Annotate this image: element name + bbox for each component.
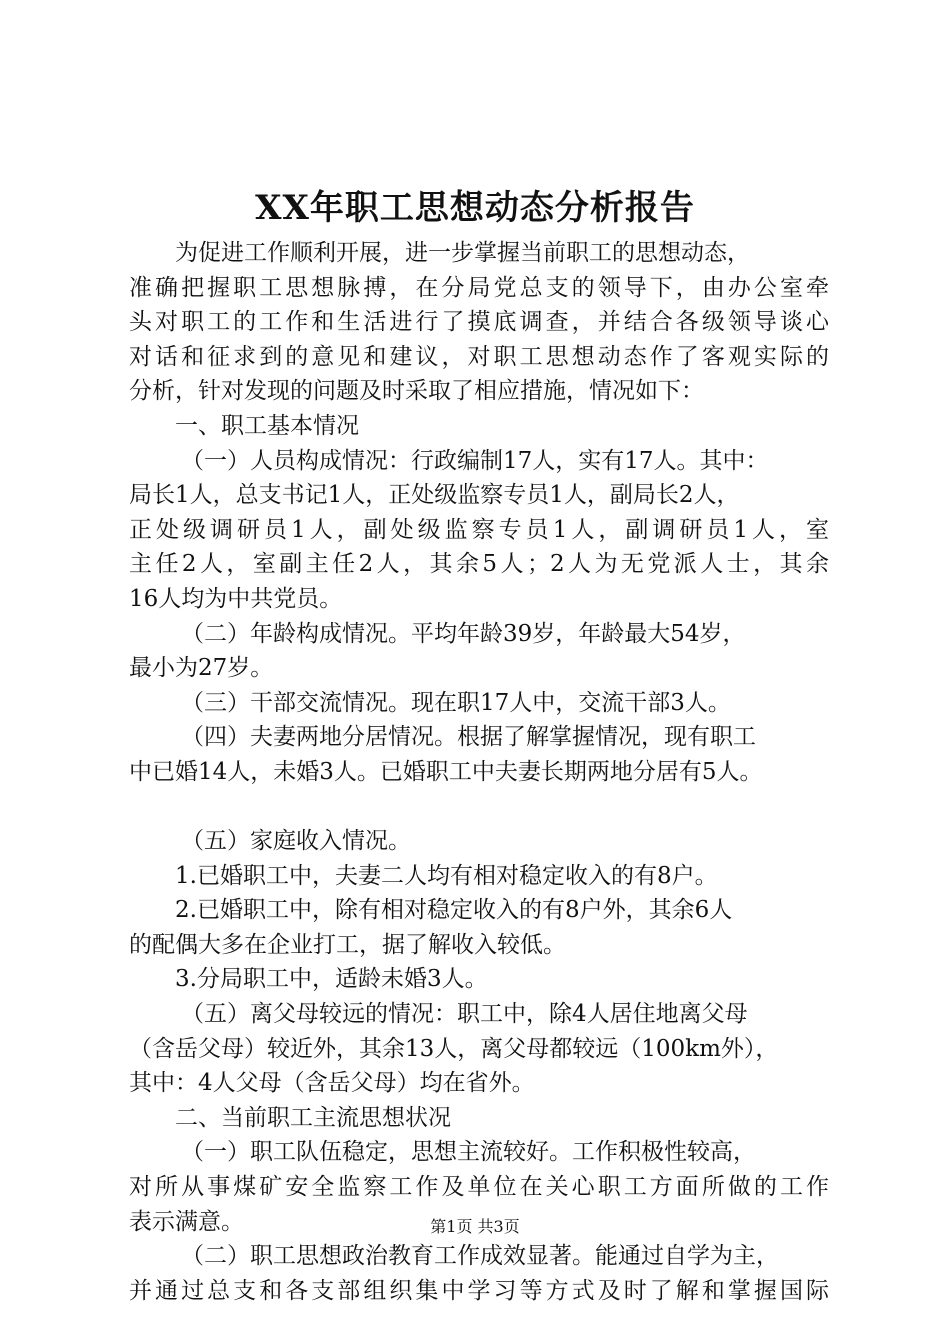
paragraph-line: （含岳父母）较近外，其余13人，离父母都较远（100km外），: [129, 1035, 779, 1062]
paragraph-line: 局长1人，总支书记1人，正处级监察专员1人，副局长2人，: [129, 482, 740, 509]
paragraph-line: 的配偶大多在企业打工，据了解收入较低。: [129, 931, 566, 958]
blank-line: [129, 790, 829, 825]
paragraph-line: （一）职工队伍稳定，思想主流较好。工作积极性较高，: [181, 1139, 756, 1166]
list-item: 1.已婚职工中，夫妻二人均有相对稳定收入的有8户。: [175, 862, 718, 889]
section-heading: 二、当前职工主流思想状况: [175, 1104, 451, 1131]
paragraph-line: 准确把握职工思想脉搏，在分局党总支的领导下，由办公室牵: [129, 274, 829, 301]
paragraph-line: 主任2人，室副主任2人，其余5人；2人为无党派人士，其余: [129, 551, 829, 578]
list-item: 2.已婚职工中，除有相对稳定收入的有8户外，其余6人: [175, 897, 733, 924]
paragraph-line: （二）职工思想政治教育工作成效显著。能通过自学为主，: [181, 1243, 779, 1270]
paragraph-line: 最小为27岁。: [129, 655, 274, 682]
paragraph-line: （五）离父母较远的情况：职工中，除4人居住地离父母: [181, 1001, 748, 1028]
document-body: [129, 236, 829, 1308]
paragraph-line: （四）夫妻两地分居情况。根据了解掌握情况，现有职工: [181, 724, 756, 751]
paragraph-line: 正处级调研员1人，副处级监察专员1人，副调研员1人，室: [129, 516, 829, 543]
paragraph-line: 头对职工的工作和生活进行了摸底调查，并结合各级领导谈心: [129, 309, 829, 336]
section-heading: 一、职工基本情况: [175, 412, 359, 439]
paragraph-line: 对所从事煤矿安全监察工作及单位在关心职工方面所做的工作: [129, 1174, 829, 1201]
paragraph-line: 为促进工作顺利开展，进一步掌握当前职工的思想动态，: [175, 240, 750, 266]
paragraph-line: 对话和征求到的意见和建议，对职工思想动态作了客观实际的: [129, 343, 829, 370]
paragraph-line: （一）人员构成情况：行政编制17人，实有17人。其中：: [181, 447, 769, 474]
paragraph-line: 其中：4人父母（含岳父母）均在省外。: [129, 1070, 535, 1097]
list-item: 3.分局职工中，适龄未婚3人。: [175, 966, 488, 993]
paragraph-line: 并通过总支和各支部组织集中学习等方式及时了解和掌握国际: [129, 1277, 829, 1304]
paragraph-line: 表示满意。: [129, 1208, 244, 1235]
page-footer: 第1页 共3页: [430, 1217, 520, 1236]
paragraph-line: 中已婚14人，未婚3人。已婚职工中夫妻长期两地分居有5人。: [129, 758, 763, 785]
document-title: XX年职工思想动态分析报告: [255, 188, 695, 228]
paragraph-line: 16人均为中共党员。: [129, 585, 343, 612]
paragraph-line: 分析，针对发现的问题及时采取了相应措施，情况如下：: [129, 378, 704, 405]
paragraph-line: （二）年龄构成情况。平均年龄39岁，年龄最大54岁，: [181, 620, 746, 647]
paragraph-line: （五）家庭收入情况。: [181, 828, 411, 855]
paragraph-line: （三）干部交流情况。现在职17人中，交流干部3人。: [181, 689, 731, 716]
